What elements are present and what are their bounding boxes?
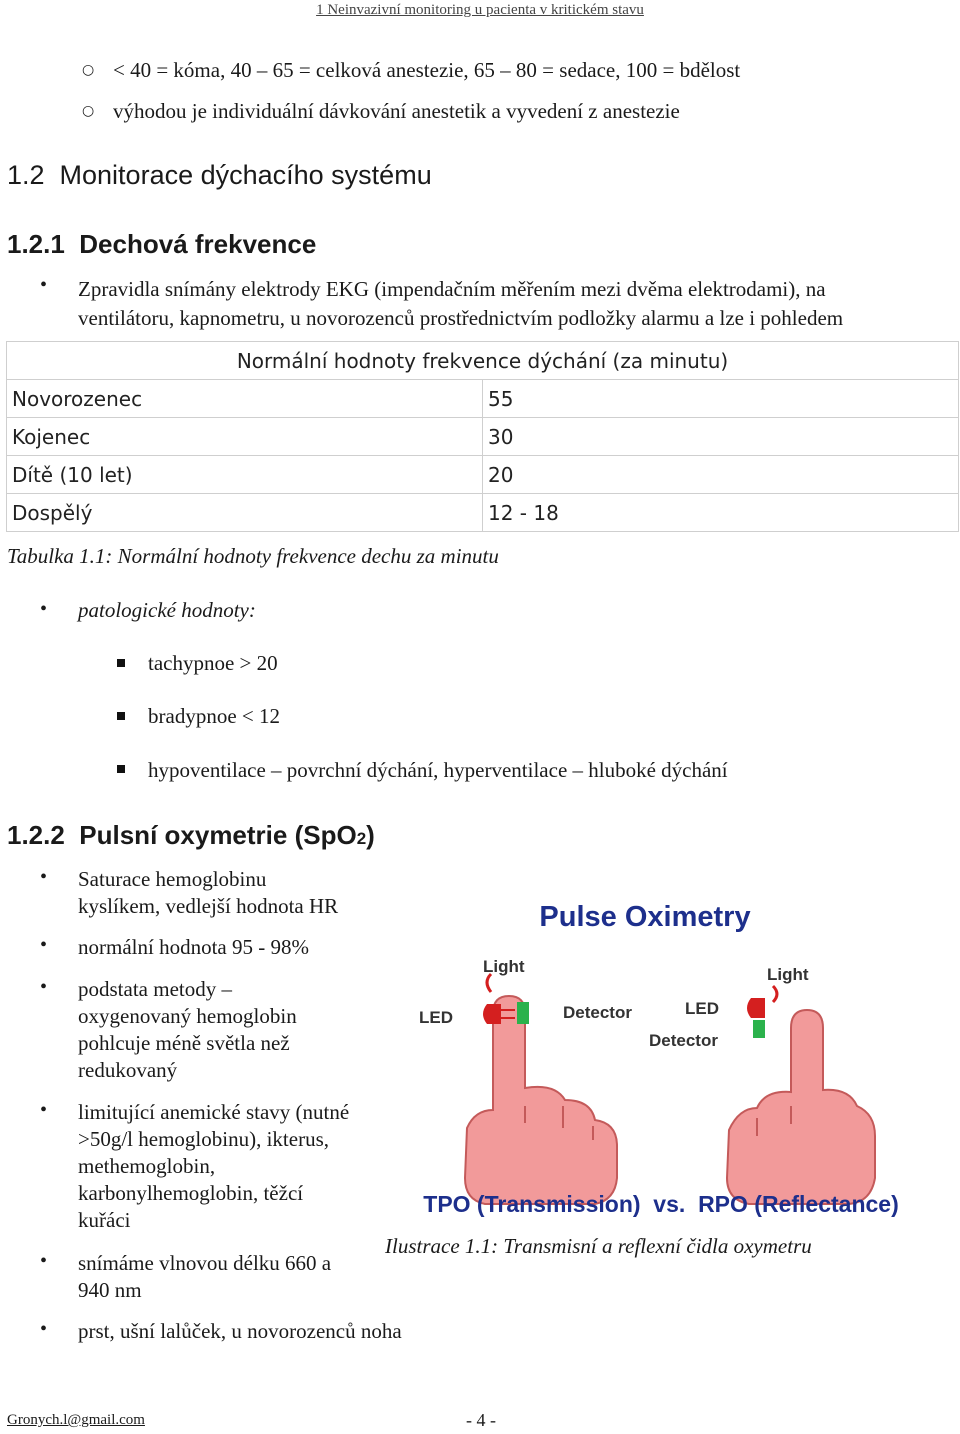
table-row — [7, 456, 959, 494]
led-emitter-icon — [747, 998, 765, 1018]
bullet-line: prst, ušní lalůček, u novorozenců noha — [78, 1319, 402, 1343]
bullet-line: 940 nm — [78, 1278, 142, 1302]
figure-title: Pulse Oximetry — [539, 901, 751, 933]
bullet-line: pohlcuje méně světla než — [78, 1031, 290, 1055]
bullet-circle: ○ — [82, 62, 95, 78]
detector-icon — [517, 1002, 529, 1024]
bullet-line: kyslíkem, vedlejší hodnota HR — [78, 894, 339, 918]
detector-icon — [753, 1020, 765, 1038]
patho-item-bradypnoe: bradypnoe < 12 — [148, 704, 280, 728]
right-led-label: LED — [685, 999, 719, 1018]
spo2-bullet-wavelength — [78, 1250, 331, 1304]
ekg-bullet-line-2: ventilátoru, kapnometru, u novorozenců prostřednictvím podložky alarmu a lze i pohledem — [78, 306, 844, 330]
right-light-label: Light — [767, 965, 809, 984]
figure-bottom-text: TPO (Transmission) vs. RPO (Reflectance) — [423, 1191, 899, 1217]
bullet-line: methemoglobin, — [78, 1154, 216, 1178]
bullet-line: normální hodnota 95 - 98% — [78, 935, 309, 959]
table-cell-value: 20 — [483, 456, 959, 494]
bullet-dot: • — [40, 1250, 48, 1272]
title-end: ) — [366, 820, 375, 850]
table-cell-value: 12 - 18 — [483, 494, 959, 532]
subsection-title-pulse-oximetry — [7, 820, 375, 851]
bullet-line: snímáme vlnovou délku 660 a — [78, 1251, 332, 1275]
table-cell-value: 30 — [483, 418, 959, 456]
bullet-dot: • — [40, 598, 48, 620]
table-header: Normální hodnoty frekvence dýchání (za minutu) — [7, 342, 959, 380]
intro-bullet-2: výhodou je individuální dávkování anestetik a vyvedení z anestezie — [113, 99, 680, 123]
figure-caption: Ilustrace 1.1: Transmisní a reflexní čidla oxymetru — [385, 1234, 812, 1258]
patho-item-ventilation: hypoventilace – povrchní dýchání, hyperventilace – hluboké dýchání — [148, 758, 728, 782]
spo2-bullet-limits — [78, 1099, 349, 1234]
bullet-dot: • — [40, 1318, 48, 1340]
pulse-oximetry-figure — [405, 878, 920, 1228]
bullet-line: podstata metody – — [78, 977, 232, 1001]
table-cell-group: Kojenec — [7, 418, 483, 456]
right-detector-label: Detector — [649, 1031, 718, 1050]
table-row — [7, 380, 959, 418]
spo2-bullet-sites — [78, 1318, 402, 1345]
table-cell-group: Novorozenec — [7, 380, 483, 418]
left-led-label: LED — [419, 1008, 453, 1027]
bullet-line: kuřáci — [78, 1208, 131, 1232]
bullet-circle: ○ — [82, 103, 95, 119]
bullet-dot: • — [40, 934, 48, 956]
bullet-dot: • — [40, 1099, 48, 1121]
running-header[interactable]: 1 Neinvazivní monitoring u pacienta v kritickém stavu — [316, 2, 644, 18]
bullet-line: >50g/l hemoglobinu), ikterus, — [78, 1127, 329, 1151]
breathing-rate-table — [6, 341, 959, 532]
table-caption: Tabulka 1.1: Normální hodnoty frekvence dechu za minutu — [7, 544, 499, 568]
bullet-line: Saturace hemoglobinu — [78, 867, 267, 891]
ekg-bullet-text — [78, 276, 843, 332]
title-text: 1.2.2 Pulsní oxymetrie (SpO — [7, 820, 357, 850]
bullet-line: oxygenovaný hemoglobin — [78, 1004, 297, 1028]
patho-item-tachypnoe: tachypnoe > 20 — [148, 651, 278, 675]
spo2-bullet-normal — [78, 934, 309, 961]
bullet-dot: • — [40, 976, 48, 998]
subsection-title-breathing-rate: 1.2.1 Dechová frekvence — [7, 229, 317, 259]
section-title: 1.2 Monitorace dýchacího systému — [7, 160, 432, 190]
left-light-label: Light — [483, 957, 525, 976]
intro-bullet-1: < 40 = kóma, 40 – 65 = celková anestezie, 65 – 80 = sedace, 100 = bdělost — [113, 58, 741, 82]
spo2-bullet-principle — [78, 976, 297, 1084]
spo2-bullet-saturation — [78, 866, 338, 920]
led-emitter-icon — [483, 1004, 501, 1024]
table-row — [7, 494, 959, 532]
bullet-line: karbonylhemoglobin, těžcí — [78, 1181, 304, 1205]
table-row — [7, 418, 959, 456]
bullet-line: redukovaný — [78, 1058, 178, 1082]
bullet-square — [117, 659, 125, 667]
title-subscript: 2 — [356, 829, 367, 848]
ekg-bullet-line-1: Zpravidla snímány elektrody EKG (impendačním měřením mezi dvěma elektrodami), na — [78, 277, 826, 301]
footer-email-link[interactable]: Gronych.l@gmail.com — [7, 1412, 145, 1428]
bullet-square — [117, 712, 125, 720]
bullet-dot: • — [40, 274, 48, 296]
table-cell-group: Dítě (10 let) — [7, 456, 483, 494]
left-detector-label: Detector — [563, 1003, 632, 1022]
pathological-label: patologické hodnoty: — [78, 598, 256, 622]
table-cell-group: Dospělý — [7, 494, 483, 532]
bullet-dot: • — [40, 866, 48, 888]
table-header-row — [7, 342, 959, 380]
bullet-square — [117, 765, 125, 773]
page-number: - 4 - — [466, 1410, 496, 1430]
table-cell-value: 55 — [483, 380, 959, 418]
bullet-line: limitující anemické stavy (nutné — [78, 1100, 350, 1124]
